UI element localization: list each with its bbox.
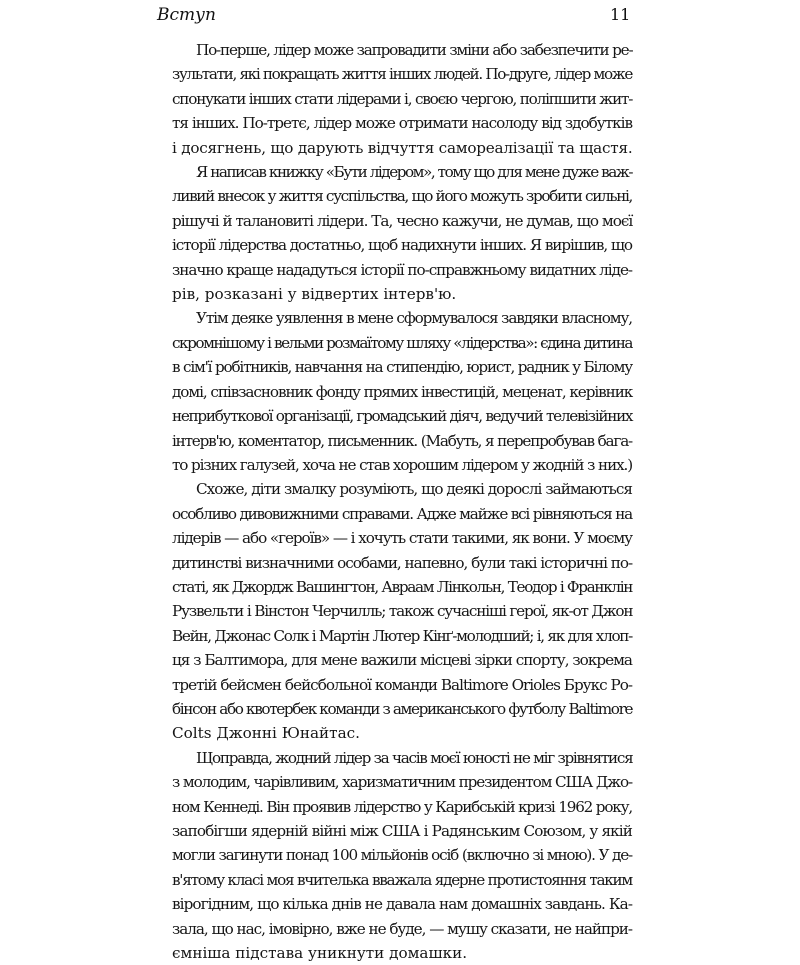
text-line: лідерів — або «героїв» — і хочуть стати такими, як вони. У моєму [172,529,632,548]
paragraph [172,160,632,306]
page-number: 11 [610,5,631,24]
text-line: домі, співзасновник фонду прямих інвестицій, меценат, керівник [172,382,633,401]
text-line: в сім'ї робітників, навчання на стипендію, юрист, радник у Білому [172,358,632,377]
text-line: рішучі й талановиті лідери. Та, чесно кажучи, не думав, що моєї [172,211,633,230]
text-line: то різних галузей, хоча не став хорошим лідером у жодній з них.) [172,455,633,474]
text-line: значно краще нададуться історії по-справжньому видатних лідe- [172,260,632,279]
paragraph [172,477,632,745]
text-line: неприбуткової організації, громадський діяч, ведучий телевізійних [172,407,633,426]
text-line: По-перше, лідер може запровадити зміни або забезпечити ре- [196,41,633,59]
paragraph [172,306,632,477]
text-line: Я написав книжку «Бути лідером», тому що для мене дуже важ- [196,163,632,182]
text-line: дитинстві визначними особами, напевно, були такі історичні по- [172,553,633,572]
text-line: Утім деяке уявлення в мене сформувалося завдяки власному, [196,309,632,328]
text-line: тя інших. По-третє, лідер може отримати насолоду від здобутків [172,114,632,133]
text-line: бінсон або квотербек команди з американського футболу Baltimore [172,699,633,718]
text-line: вірогідним, що кілька днів не давала нам домашніх завдань. Ка- [172,895,633,914]
paragraph [172,746,632,965]
text-line: зультати, які покращать життя інших людей. По-друге, лідер може [172,65,633,84]
body-text [172,38,632,965]
text-line: з молодим, чарівливим, харизматичним президентом США Джо- [172,773,632,792]
text-line: особливо дивовижними справами. Адже майже всі рівняються на [172,504,632,523]
text-line: скромнішому і вельми розмаїтому шляху «лідерства»: єдина дитина [172,333,632,352]
text-line: спонукати інших стати лідерами і, своєю чергою, поліпшити жит- [172,89,633,108]
text-line: історії лідерства достатньо, щоб надихнути інших. Я вирішив, що [172,236,632,255]
text-line: Colts Джонні Юнайтас. [172,724,360,743]
text-line: Рузвельти і Вінстон Черчилль; також сучасніші герої, як-от Джон [172,602,633,621]
text-line: Вейн, Джонас Солк і Мартін Лютер Кінґ-молодший; і, як для хлоп- [172,626,632,645]
text-line: зала, що нас, імовірно, вже не буде, — мушу сказати, не найпри- [172,919,632,938]
running-head: Вступ [157,5,216,25]
text-line: в'ятому класі моя вчителька вважала ядерне протистояння таким [172,870,632,889]
text-line: ця з Балтимора, для мене важили місцеві зірки спорту, зокрема [172,651,632,670]
text-line: статі, як Джордж Вашингтон, Авраам Лінкольн, Теодор і Франклін [172,577,633,596]
text-line: могли загинути понад 100 мільйонів осіб (включно зі мною). У де- [172,846,632,865]
text-line: ливий внесок у життя суспільства, що його можуть зробити сильні, [172,187,632,206]
text-line: і досягнень, що дарують відчуття самореалізації та щастя. [172,138,633,157]
text-line: Схоже, діти змалку розуміють, що деякі дорослі займаються [196,480,632,499]
text-line: ном Кеннеді. Він проявив лідерство у Карибській кризі 1962 року, [172,797,632,816]
text-line: інтерв'ю, коментатор, письменник. (Мабуть, я перепробував бага- [172,431,632,450]
text-line: ємніша підстава уникнути домашки. [172,944,468,963]
text-line: Щоправда, жодний лідер за часів моєї юності не міг зрівнятися [196,748,633,767]
text-line: рів, розказані у відвертих інтерв'ю. [172,285,457,304]
text-line: третій бейсмен бейсбольної команди Baltimore Orioles Брукс Ро- [172,675,632,694]
paragraph [172,38,632,160]
text-line: запобігши ядерній війні між США і Радянським Союзом, у якій [172,822,633,840]
